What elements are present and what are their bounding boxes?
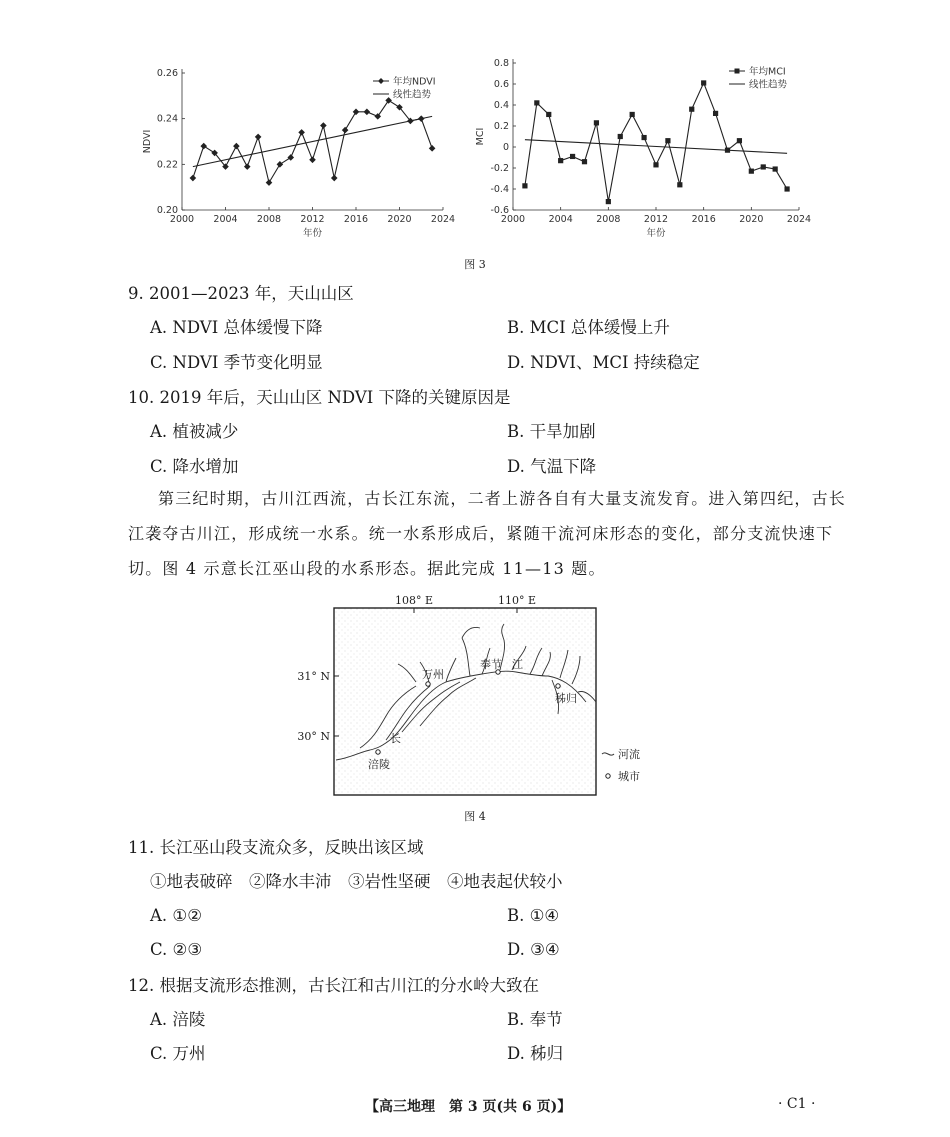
data-point [244,163,251,170]
data-point [255,134,262,141]
city-wanzhou [426,682,430,686]
label-fengjie: 奉节 [480,658,502,671]
label-31n: 31° N [297,670,330,683]
figure-3 [0,55,950,270]
y-tick-label: 0.26 [156,68,178,79]
trend-line [525,140,787,154]
question-11-choices: ①地表破碎 ②降水丰沛 ③岩性坚硬 ④地表起伏较小 [150,872,563,891]
data-point [582,159,587,164]
data-point [618,134,623,139]
data-point [233,143,240,150]
data-point [534,100,539,105]
legend-series-marker [735,69,740,74]
x-tick-label: 2020 [739,214,764,225]
question-9-option-c: C. NDVI 季节变化明显 [150,353,323,372]
y-tick-label: 0.8 [493,58,509,69]
data-point [266,179,273,186]
question-10-option-d: D. 气温下降 [507,457,597,476]
label-fuling: 涪陵 [368,758,390,771]
y-tick-label: 0.6 [493,79,509,90]
data-point [761,164,766,169]
page-footer: 【高三地理 第 3 页(共 6 页)】 [365,1099,572,1115]
data-point [277,161,284,168]
data-point [353,109,360,116]
data-point [342,127,349,134]
x-tick-label: 2024 [430,214,456,225]
x-tick-label: 2008 [596,214,621,225]
label-jiang: 江 [512,658,523,671]
x-axis-label: 年份 [302,228,323,239]
x-tick-label: 2012 [300,214,325,225]
figure-3-caption: 图 3 [464,258,486,271]
question-9-option-b: B. MCI 总体缓慢上升 [507,318,670,337]
y-tick-label: 0.22 [156,159,178,171]
x-tick-label: 2016 [343,214,369,225]
legend-city-symbol [606,774,610,778]
page-code: · C1 · [778,1096,816,1112]
question-10-option-a: A. 植被减少 [150,422,239,441]
x-tick-label: 2000 [169,214,195,225]
data-point [546,112,551,117]
data-point [594,120,599,125]
legend-series-marker [378,78,384,84]
data-point [429,145,436,152]
data-point [749,169,754,174]
question-12-option-a: A. 涪陵 [150,1010,206,1029]
legend-trend-label: 线性趋势 [393,89,432,101]
label-30n: 30° N [297,730,330,743]
data-point [364,109,371,116]
ndvi-chart [142,68,455,239]
question-12-option-d: D. 秭归 [507,1044,564,1063]
legend-river-label: 河流 [618,748,640,761]
legend-series-label: 年均NDVI [393,76,436,88]
city-zigui [556,684,560,688]
y-axis-label: MCI [475,127,486,146]
question-11-option-c: C. ②③ [150,940,203,959]
y-tick-label: 0.4 [493,100,509,111]
y-tick-label: -0.4 [490,184,509,195]
data-point [570,154,575,159]
data-point [606,199,611,204]
x-tick-label: 2020 [387,214,412,225]
data-point [190,175,197,182]
x-tick-label: 2004 [213,214,238,225]
legend-river-symbol [602,753,614,755]
question-12-option-c: C. 万州 [150,1044,206,1063]
data-point [713,111,718,116]
data-point [558,158,563,163]
question-10-option-c: C. 降水增加 [150,457,239,476]
data-point [385,97,392,104]
mci-chart [475,58,811,239]
y-tick-label: -0.6 [490,205,509,216]
label-108e: 108° E [394,594,434,607]
label-wanzhou: 万州 [422,668,444,681]
figure-4-map [290,590,690,810]
data-line [525,83,787,202]
data-point [287,154,294,161]
y-tick-label: 0 [502,142,509,153]
x-tick-label: 2004 [548,214,573,225]
data-point [689,107,694,112]
label-chang: 长 [390,732,401,745]
question-10-option-b: B. 干旱加剧 [507,422,596,441]
question-11-option-b: B. ①④ [507,906,560,925]
y-tick-label: 0.20 [156,205,178,216]
data-point [773,166,778,171]
x-tick-label: 2012 [643,214,669,225]
city-fuling [376,750,380,754]
y-axis-label: NDVI [142,129,153,154]
figure-4-caption: 图 4 [464,810,486,823]
question-9-option-d: D. NDVI、MCI 持续稳定 [507,353,700,372]
question-12-stem: 12. 根据支流形态推测，古长江和古川江的分水岭大致在 [128,976,539,995]
y-tick-label: 0.24 [156,113,178,125]
y-tick-label: 0.2 [493,121,509,132]
data-point [665,138,670,143]
data-point [331,175,338,182]
question-10-stem: 10. 2019 年后，天山山区 NDVI 下降的关键原因是 [128,388,511,407]
data-point [522,183,527,188]
legend-series-label: 年均MCI [749,66,786,78]
data-point [630,112,635,117]
question-11-option-d: D. ③④ [507,940,560,959]
y-tick-label: -0.2 [490,163,509,174]
passage-line-2: 江袭夺古川江，形成统一水系。统一水系形成后，紧随干流河床形态的变化，部分支流快速下 [128,524,834,543]
data-point [653,162,658,167]
data-point [677,182,682,187]
data-point [200,143,207,150]
data-point [298,129,305,136]
passage-line-1: 第三纪时期，古川江西流，古长江东流，二者上游各自有大量支流发育。进入第四纪，古长 [158,489,847,508]
data-point [309,156,316,163]
x-axis-label: 年份 [646,228,666,239]
passage-line-3: 切。图 4 示意长江巫山段的水系形态。据此完成 11—13 题。 [128,559,606,578]
data-point [374,113,381,120]
data-point [641,135,646,140]
question-11-stem: 11. 长江巫山段支流众多，反映出该区域 [128,838,424,857]
question-11-option-a: A. ①② [150,906,202,925]
x-tick-label: 2024 [786,214,812,225]
question-9-option-a: A. NDVI 总体缓慢下降 [150,318,323,337]
label-zigui: 秭归 [555,692,577,705]
data-point [784,186,789,191]
data-point [701,80,706,85]
question-9-stem: 9. 2001—2023 年，天山山区 [128,284,354,303]
x-tick-label: 2008 [256,214,282,225]
x-tick-label: 2000 [500,214,526,225]
question-12-option-b: B. 奉节 [507,1010,563,1029]
legend-city-label: 城市 [618,770,640,783]
data-point [737,138,742,143]
x-tick-label: 2016 [691,214,716,225]
legend-trend-label: 线性趋势 [749,79,788,91]
data-point [320,122,327,129]
label-110e: 110° E [497,594,537,607]
